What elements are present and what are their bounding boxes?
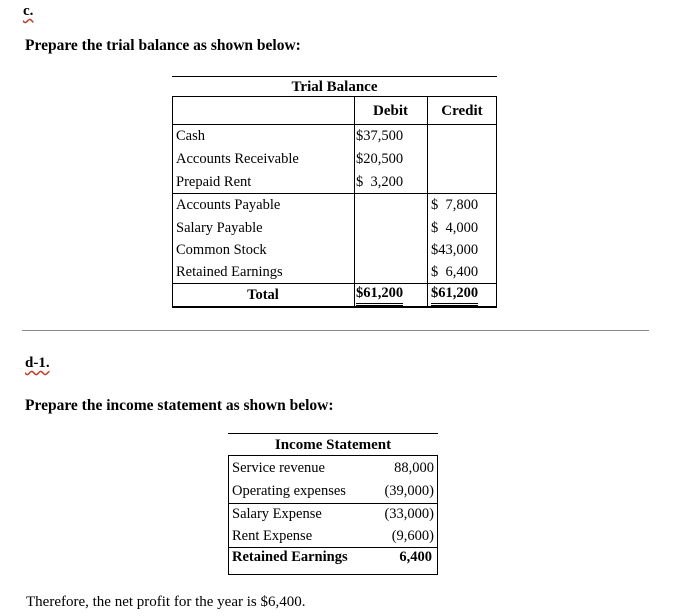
credit-amount: $43,000	[431, 242, 479, 258]
total-row	[172, 284, 497, 307]
total-row	[228, 546, 438, 569]
section-c-label: c.	[23, 3, 34, 19]
debit-header: Debit	[354, 97, 427, 125]
credit-header: Credit	[427, 97, 497, 125]
total-debit: $61,200	[356, 284, 403, 306]
line-item-amount: (9,600)	[391, 528, 434, 544]
account-name: Accounts Receivable	[176, 151, 299, 167]
debit-amount: $37,500	[356, 128, 404, 144]
table-row	[172, 171, 497, 194]
account-name: Retained Earnings	[176, 264, 283, 280]
credit-amount: $ 7,800	[431, 197, 479, 213]
line-item-amount: (39,000)	[384, 483, 434, 499]
table-row	[172, 217, 497, 240]
debit-amount: $20,500	[356, 151, 404, 167]
account-name: Prepaid Rent	[176, 174, 252, 190]
line-item-label: Salary Expense	[232, 506, 322, 522]
table-row	[228, 503, 438, 526]
trial-balance-title: Trial Balance	[172, 76, 497, 97]
income-statement-table	[228, 433, 438, 575]
table-row	[172, 194, 497, 217]
credit-amount: $ 6,400	[431, 264, 479, 280]
table-row	[172, 239, 497, 262]
income-statement-heading: Prepare the income statement as shown below:	[25, 397, 334, 414]
table-row	[172, 125, 497, 148]
line-item-label: Operating expenses	[232, 483, 346, 499]
total-credit: $61,200	[431, 284, 478, 306]
table-row	[228, 525, 438, 548]
debit-amount: $ 3,200	[356, 174, 404, 190]
table-row	[228, 480, 438, 503]
line-item-amount: 88,000	[394, 460, 434, 476]
total-amount: 6,400	[399, 549, 432, 565]
conclusion-text: Therefore, the net profit for the year is $6,400.	[26, 594, 306, 610]
table-row	[228, 457, 438, 480]
section-divider	[22, 330, 649, 331]
account-name: Common Stock	[176, 242, 267, 258]
account-name: Cash	[176, 128, 205, 144]
table-row	[172, 148, 497, 171]
trial-balance-table	[172, 76, 497, 307]
credit-amount: $ 4,000	[431, 220, 479, 236]
account-name: Accounts Payable	[176, 197, 281, 213]
total-label: Retained Earnings	[232, 549, 348, 565]
income-statement-title: Income Statement	[228, 433, 438, 456]
total-label: Total	[247, 287, 279, 303]
table-bottom-border	[172, 306, 497, 308]
line-item-amount: (33,000)	[384, 506, 434, 522]
line-item-label: Service revenue	[232, 460, 325, 476]
line-item-label: Rent Expense	[232, 528, 313, 544]
trial-balance-heading: Prepare the trial balance as shown below:	[25, 37, 301, 54]
account-name: Salary Payable	[176, 220, 263, 236]
section-d1-label: d-1.	[25, 355, 50, 371]
table-row	[172, 261, 497, 284]
